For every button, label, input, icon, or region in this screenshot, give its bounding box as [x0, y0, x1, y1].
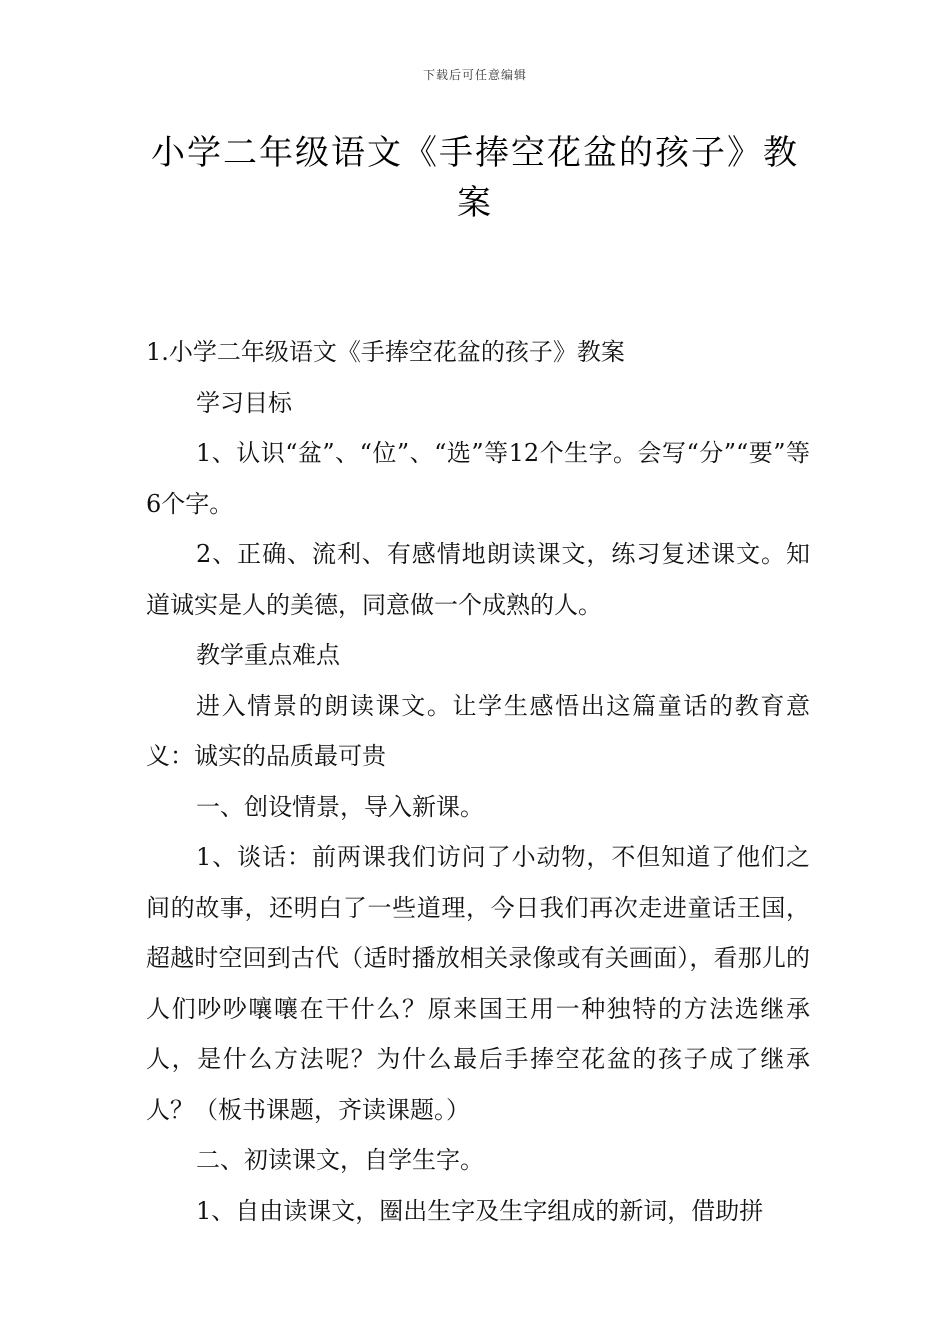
paragraph-heading-line: 1.小学二年级语文《手捧空花盆的孩子》教案: [146, 338, 625, 366]
document-title: 小学二年级语文《手捧空花盆的孩子》教案: [151, 133, 799, 223]
document-body: [146, 327, 810, 1236]
paragraph-key-points-detail: 进入情景的朗读课文。让学生感悟出这篇童话的教育意义：诚实的品质最可贵: [146, 691, 810, 770]
paragraph-goal-2: 2、正确、流利、有感情地朗读课文，练习复述课文。知道诚实是人的美德，同意做一个成熟的人。: [146, 540, 810, 619]
paragraph-section-2-reading: 1、自由读课文，圈出生字及生字组成的新词，借助拼: [196, 1196, 764, 1225]
paragraph-section-2: 二、初读课文，自学生字。: [196, 1146, 484, 1174]
header-note: 下载后可任意编辑: [422, 68, 527, 82]
paragraph-key-points: 教学重点难点: [196, 641, 340, 669]
paragraph-goal-1: 1、认识“盆”、“位”、“选”等12个生字。会写“分”“要”等6个字。: [146, 439, 810, 518]
paragraph-learning-goals: 学习目标: [196, 388, 292, 417]
paragraph-section-1-talk: 1、谈话：前两课我们访问了小动物，不但知道了他们之间的故事，还明白了一些道理，今日我们再次走进童话王国，超越时空回到古代（适时播放相关录像或有关画面），看那儿的人们吵吵嚷嚷在干什么？原来国王用一种独特的方法选继承人，是什么方法呢？为什么最后手捧空花盆的孩子成了继承人？（板书课题，齐读课题。）: [146, 843, 810, 1124]
paragraph-section-1: 一、创设情景，导入新课。: [196, 792, 484, 821]
